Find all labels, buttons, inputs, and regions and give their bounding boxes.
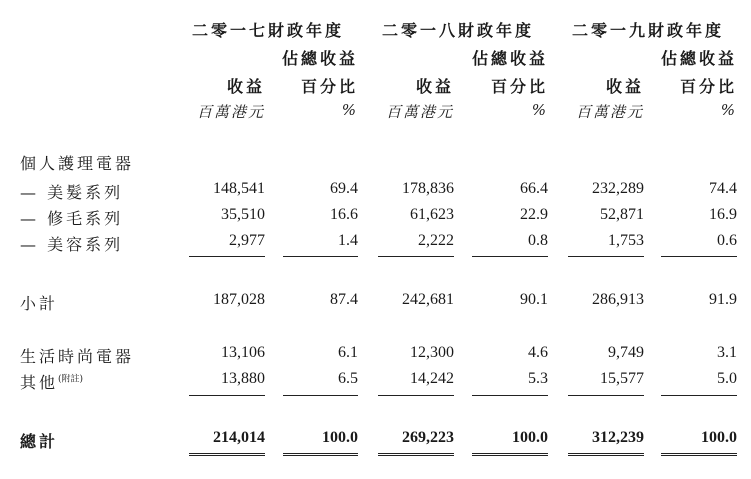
label-others xyxy=(20,370,83,393)
unit-rev-2018: 百萬港元 xyxy=(385,103,454,121)
rule-total-rev-2017 xyxy=(189,395,265,396)
double-rule-pct-2017 xyxy=(283,453,358,456)
label-grooming: — 修毛系列 xyxy=(20,209,124,228)
cell-subtotal-pct-2018: 90.1 xyxy=(520,291,548,308)
pct-header-line2-2019: 百分比 xyxy=(679,77,737,96)
cell-hair-pct-2017: 69.4 xyxy=(330,180,358,197)
label-lifestyle: 生活時尚電器 xyxy=(20,347,135,366)
unit-pct-2019: % xyxy=(720,101,737,119)
rule-total-rev-2019 xyxy=(568,395,644,396)
cell-subtotal-pct-2019: 91.9 xyxy=(709,291,737,308)
year-header-2019: 二零一九財政年度 xyxy=(572,21,725,40)
cell-total-pct-2018: 100.0 xyxy=(512,429,548,446)
cell-others-rev-2019: 15,577 xyxy=(600,370,644,387)
cell-lifestyle-pct-2017: 6.1 xyxy=(338,344,358,361)
cell-subtotal-pct-2017: 87.4 xyxy=(330,291,358,308)
cell-grooming-pct-2018: 22.9 xyxy=(520,206,548,223)
pct-header-line1-2019: 佔總收益 xyxy=(660,49,737,68)
cell-hair-rev-2018: 178,836 xyxy=(402,180,454,197)
cell-total-rev-2017: 214,014 xyxy=(213,429,265,446)
pct-header-line2-2018: 百分比 xyxy=(490,77,548,96)
label-beauty: — 美容系列 xyxy=(20,235,124,254)
cell-beauty-pct-2017: 1.4 xyxy=(338,232,358,249)
cell-hair-rev-2017: 148,541 xyxy=(213,180,265,197)
cell-grooming-rev-2017: 35,510 xyxy=(221,206,265,223)
rev-header-2017: 收益 xyxy=(226,77,265,96)
cell-hair-rev-2019: 232,289 xyxy=(592,180,644,197)
double-rule-pct-2019 xyxy=(661,453,737,456)
unit-pct-2017: % xyxy=(341,101,358,119)
rev-header-2019: 收益 xyxy=(605,77,644,96)
double-rule-pct-2018 xyxy=(472,453,548,456)
rev-header-2018: 收益 xyxy=(415,77,454,96)
year-header-2017: 二零一七財政年度 xyxy=(192,21,345,40)
rule-subtotal-rev-2017 xyxy=(189,256,265,257)
label-others-note: (附註) xyxy=(58,374,84,385)
rule-subtotal-pct-2019 xyxy=(661,256,737,257)
rule-total-rev-2018 xyxy=(378,395,454,396)
label-subtotal: 小計 xyxy=(20,294,59,313)
cell-beauty-pct-2019: 0.6 xyxy=(717,232,737,249)
double-rule-rev-2018 xyxy=(378,453,454,456)
label-personal-care: 個人護理電器 xyxy=(20,154,135,173)
cell-others-pct-2019: 5.0 xyxy=(717,370,737,387)
rule-total-pct-2019 xyxy=(661,395,737,396)
cell-hair-pct-2018: 66.4 xyxy=(520,180,548,197)
label-others-text: 其他 xyxy=(20,373,59,392)
double-rule-rev-2019 xyxy=(568,453,644,456)
rule-total-pct-2018 xyxy=(472,395,548,396)
unit-rev-2017: 百萬港元 xyxy=(196,103,265,121)
pct-header-line1-2017: 佔總收益 xyxy=(281,49,358,68)
cell-others-pct-2017: 6.5 xyxy=(338,370,358,387)
label-total: 總計 xyxy=(20,432,59,451)
cell-others-rev-2018: 14,242 xyxy=(410,370,454,387)
cell-grooming-pct-2017: 16.6 xyxy=(330,206,358,223)
label-hair: — 美髮系列 xyxy=(20,183,124,202)
cell-grooming-rev-2018: 61,623 xyxy=(410,206,454,223)
cell-beauty-pct-2018: 0.8 xyxy=(528,232,548,249)
cell-lifestyle-rev-2019: 9,749 xyxy=(608,344,644,361)
rule-subtotal-pct-2018 xyxy=(472,256,548,257)
cell-subtotal-rev-2017: 187,028 xyxy=(213,291,265,308)
cell-total-pct-2017: 100.0 xyxy=(322,429,358,446)
cell-total-rev-2019: 312,239 xyxy=(592,429,644,446)
unit-rev-2019: 百萬港元 xyxy=(575,103,644,121)
cell-grooming-rev-2019: 52,871 xyxy=(600,206,644,223)
cell-others-pct-2018: 5.3 xyxy=(528,370,548,387)
cell-total-pct-2019: 100.0 xyxy=(701,429,737,446)
rule-subtotal-rev-2018 xyxy=(378,256,454,257)
cell-subtotal-rev-2019: 286,913 xyxy=(592,291,644,308)
rule-subtotal-rev-2019 xyxy=(568,256,644,257)
cell-others-rev-2017: 13,880 xyxy=(221,370,265,387)
cell-lifestyle-rev-2017: 13,106 xyxy=(221,344,265,361)
cell-beauty-rev-2018: 2,222 xyxy=(418,232,454,249)
pct-header-line2-2017: 百分比 xyxy=(300,77,358,96)
rule-total-pct-2017 xyxy=(283,395,358,396)
cell-grooming-pct-2019: 16.9 xyxy=(709,206,737,223)
rule-subtotal-pct-2017 xyxy=(283,256,358,257)
unit-pct-2018: % xyxy=(531,101,548,119)
cell-lifestyle-rev-2018: 12,300 xyxy=(410,344,454,361)
cell-lifestyle-pct-2019: 3.1 xyxy=(717,344,737,361)
cell-subtotal-rev-2018: 242,681 xyxy=(402,291,454,308)
pct-header-line1-2018: 佔總收益 xyxy=(471,49,548,68)
cell-beauty-rev-2019: 1,753 xyxy=(608,232,644,249)
double-rule-rev-2017 xyxy=(189,453,265,456)
cell-hair-pct-2019: 74.4 xyxy=(709,180,737,197)
year-header-2018: 二零一八財政年度 xyxy=(382,21,535,40)
cell-lifestyle-pct-2018: 4.6 xyxy=(528,344,548,361)
cell-beauty-rev-2017: 2,977 xyxy=(229,232,265,249)
cell-total-rev-2018: 269,223 xyxy=(402,429,454,446)
